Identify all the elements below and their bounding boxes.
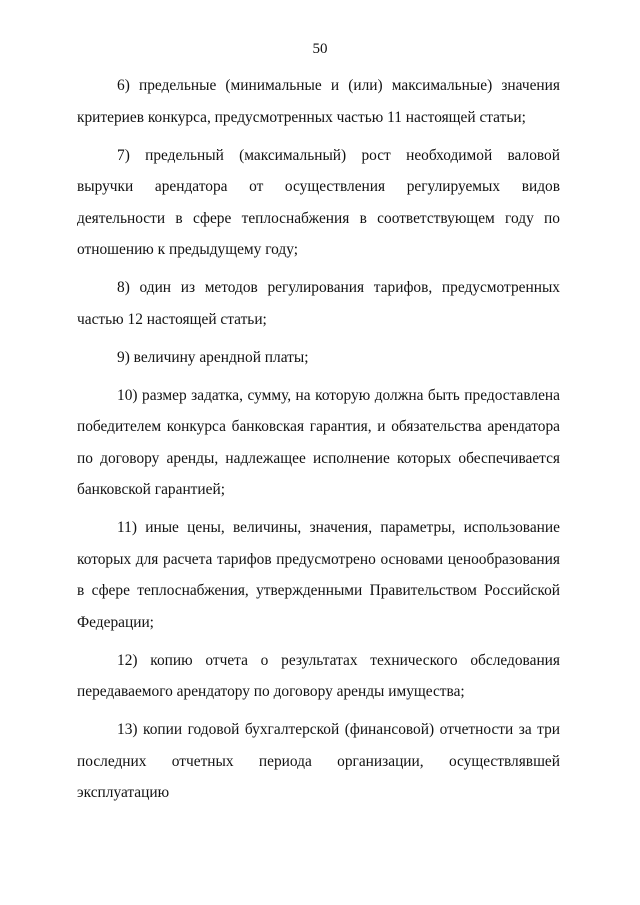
list-item-12: 12) копию отчета о результатах технического обследования передаваемого арендатору по договору аренды имущества; <box>77 651 560 700</box>
list-item-7: 7) предельный (максимальный) рост необходимой валовой выручки арендатора от осуществления регулируемых видов деятельности в сфере теплоснабжения в соответствующем году по отношению к предыдущему году; <box>77 146 560 258</box>
list-item-11: 11) иные цены, величины, значения, параметры, использование которых для расчета тарифов предусмотрено основами ценообразования в сфере теплоснабжения, утвержденными Правительством Российской Федерации; <box>77 519 560 631</box>
list-item-8: 8) один из методов регулирования тарифов, предусмотренных частью 12 настоящей статьи; <box>77 279 560 328</box>
document-body <box>77 70 560 815</box>
page-number: 50 <box>312 41 328 57</box>
list-item-10: 10) размер задатка, сумму, на которую должна быть предоставлена победителем конкурса банковская гарантия, и обязательства арендатора по договору аренды, надлежащее исполнение которых обеспечивается банковской гарантией; <box>77 386 560 498</box>
list-item-9: 9) величину арендной платы; <box>117 348 309 366</box>
list-item-13: 13) копии годовой бухгалтерской (финансовой) отчетности за три последних отчетных периода организации, осуществлявшей эксплуатацию <box>77 721 560 801</box>
list-item-6: 6) предельные (минимальные и (или) максимальные) значения критериев конкурса, предусмотренных частью 11 настоящей статьи; <box>77 77 560 126</box>
